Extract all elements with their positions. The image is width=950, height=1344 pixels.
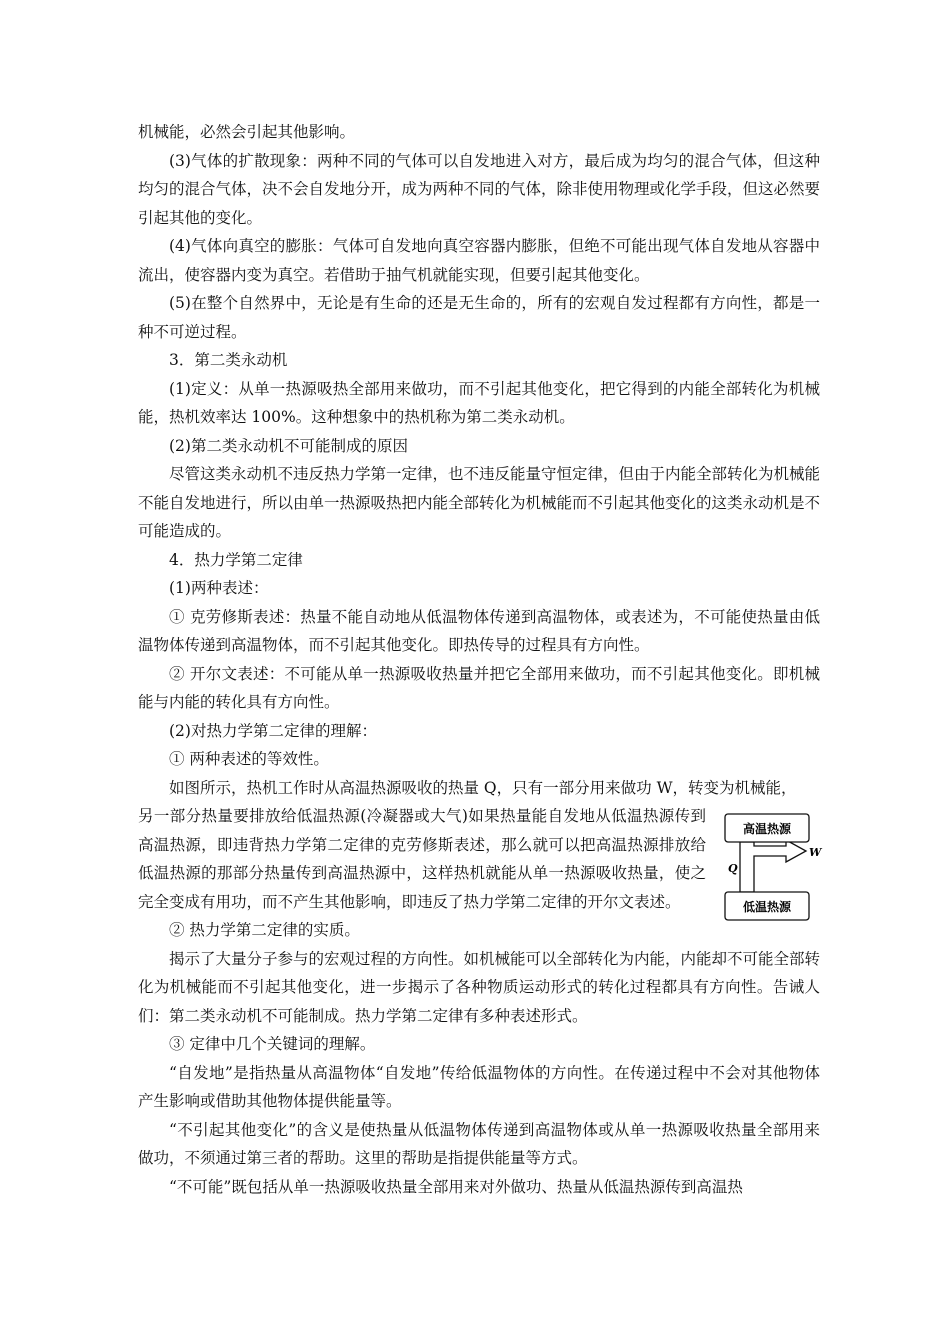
section-heading: 3．第二类永动机: [169, 351, 288, 369]
paragraph: (1)两种表述：: [169, 579, 269, 597]
figure-text-block: [138, 802, 820, 916]
work-w-label: W: [809, 846, 822, 859]
section-heading: 4．热力学第二定律: [169, 550, 303, 569]
paragraph: ② 热力学第二定律的实质。: [169, 921, 360, 939]
paragraph: “不可能”既包括从单一热源吸收热量全部用来对外做功、热量从低温热源传到高温热: [169, 1177, 743, 1196]
paragraph: “自发地”是指热量从高温物体“自发地”传给低温物体的方向性。在传递过程中不会对其他物体产生影响或借助其他物体提供能量等。: [138, 1063, 820, 1110]
paragraph: 另一部分热量要排放给低温热源(冷凝器或大气)如果热量能自发地从低温热源传到高温热源，即违背热力学第二定律的克劳修斯表述，那么就可以把高温热源排放给低温热源的那部分热量传到高温热源中，这样热机就能从单一热源吸收热量，使之完全变成有用功，而不产生其他影响，即违反了热力学第二定律的开尔文表述。: [138, 807, 706, 911]
paragraph: ① 两种表述的等效性。: [169, 750, 329, 768]
paragraph: (1)定义：从单一热源吸热全部用来做功，而不引起其他变化，把它得到的内能全部转化为机械能，热机效率达 100%。这种想象中的热机称为第二类永动机。: [138, 379, 820, 426]
paragraph: 揭示了大量分子参与的宏观过程的方向性。如机械能可以全部转化为内能，内能却不可能全部转化为机械能而不引起其他变化，进一步揭示了各种物质运动形式的转化过程都具有方向性。告诫人们：第二类永动机不可能制成。热力学第二定律有多种表述形式。: [138, 949, 821, 1025]
flow-arrow-shape: [740, 840, 806, 892]
paragraph: ② 开尔文表述：不可能从单一热源吸收热量并把它全部用来做功，而不引起其他变化。即机械能与内能的转化具有方向性。: [138, 664, 820, 711]
cold-reservoir-label: 低温热源: [742, 900, 792, 914]
paragraph: (2)对热力学第二定律的理解：: [169, 721, 377, 740]
paragraph: (2)第二类永动机不可能制成的原因: [169, 436, 408, 455]
paragraph: (4)气体向真空的膨胀：气体可自发地向真空容器内膨胀，但绝不可能出现气体自发地从容器中流出，使容器内变为真空。若借助于抽气机就能实现，但要引起其他变化。: [138, 237, 820, 284]
heat-engine-svg: [720, 808, 820, 926]
paragraph: 机械能，必然会引起其他影响。: [138, 123, 356, 141]
paragraph: 尽管这类永动机不违反热力学第一定律，也不违反能量守恒定律，但由于内能全部转化为机械能不能自发地进行，所以由单一热源吸热把内能全部转化为机械能而不引起其他变化的这类永动机是不可能造成的。: [138, 465, 821, 540]
paragraph: (3)气体的扩散现象：两种不同的气体可以自发地进入对方，最后成为均匀的混合气体，但这种均匀的混合气体，决不会自发地分开，成为两种不同的气体，除非使用物理或化学手段，但这必然要引起其他的变化。: [138, 151, 821, 227]
paragraph: ① 克劳修斯表述：热量不能自动地从低温物体传递到高温物体，或表述为，不可能使热量由低温物体传递到高温物体，而不引起其他变化。即热传导的过程具有方向性。: [138, 607, 820, 654]
paragraph: ③ 定律中几个关键词的理解。: [169, 1035, 376, 1053]
paragraph: “不引起其他变化”的含义是使热量从低温物体传递到高温物体或从单一热源吸收热量全部用来做功，不须通过第三者的帮助。这里的帮助是指提供能量等方式。: [138, 1120, 820, 1167]
heat-q-label: Q: [728, 862, 738, 875]
heat-engine-diagram: [720, 808, 820, 926]
paragraph: 如图所示，热机工作时从高温热源吸收的热量 Q，只有一部分用来做功 W，转变为机械能，: [169, 778, 797, 797]
document-page: [138, 118, 820, 1201]
paragraph: (5)在整个自然界中，无论是有生命的还是无生命的，所有的宏观自发过程都有方向性，都是一种不可逆过程。: [138, 294, 820, 341]
hot-reservoir-label: 高温热源: [742, 822, 792, 836]
